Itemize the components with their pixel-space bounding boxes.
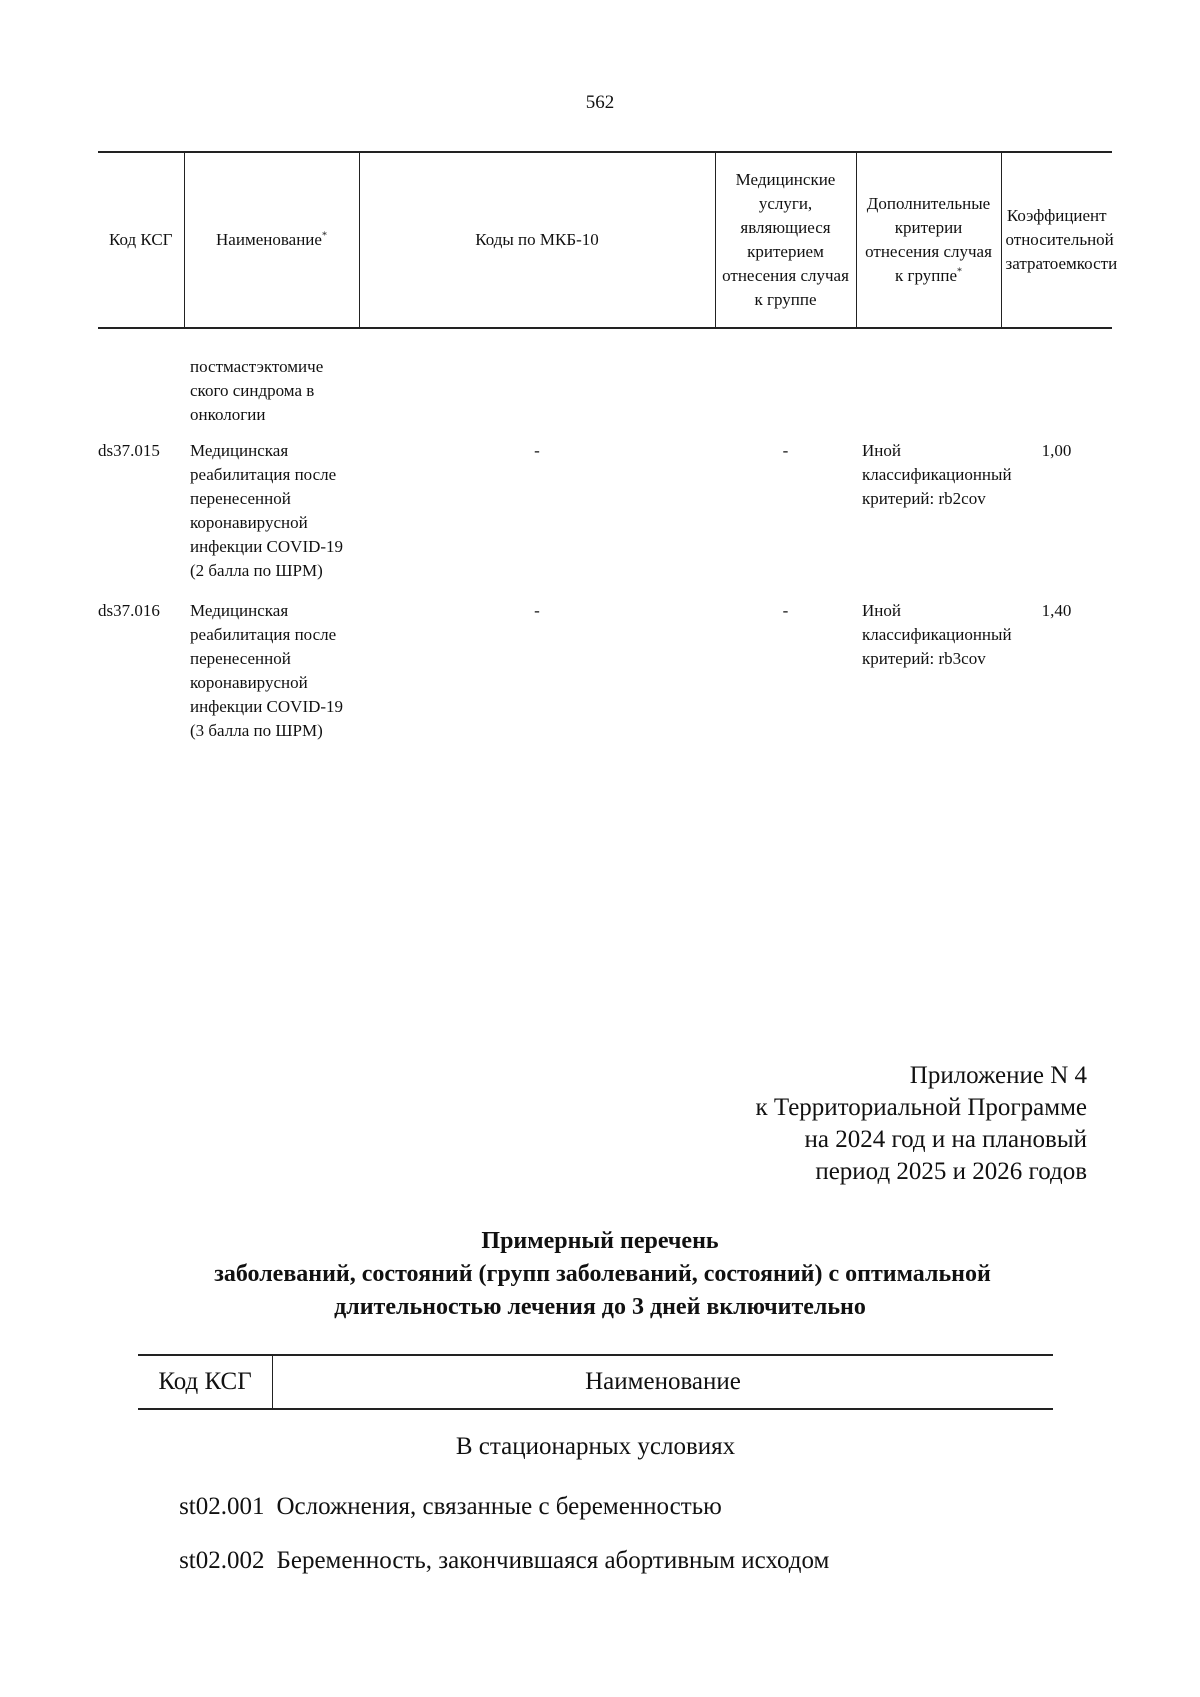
row-code: st02.001: [179, 1493, 265, 1520]
title-line: заболеваний, состояний (групп заболеваний, состояний) с оптимальной: [214, 1261, 991, 1287]
row-services: -: [782, 601, 789, 620]
row-icd: -: [534, 441, 540, 460]
row-icd: -: [534, 601, 540, 620]
table-row-continuation: [98, 328, 1112, 437]
ksg-criteria-table: [98, 151, 1118, 757]
footnote-mark: *: [321, 230, 327, 242]
section-title: В стационарных условиях: [455, 1433, 736, 1460]
row-name: Медицинская реабилитация после перенесенной коронавирусной инфекции COVID-19 (2 балла по ШРМ): [190, 441, 344, 580]
table-header-row: [138, 1355, 1053, 1409]
row-code: st02.002: [179, 1547, 265, 1574]
table-row: [138, 1534, 1053, 1588]
header-icd: Коды по МКБ-10: [359, 152, 715, 328]
appendix-heading: [527, 1060, 1087, 1188]
row-criteria: Иной классификационный критерий: rb2cov: [862, 441, 1012, 508]
header-coef: Коэффициент относительной затратоемкости: [1001, 152, 1112, 328]
row-code: ds37.016: [98, 601, 160, 620]
section-row: [138, 1409, 1053, 1480]
row-services: -: [782, 441, 789, 460]
header-additional: Дополнительные критерии отнесения случая к группе*: [856, 152, 1001, 328]
header-code: Код КСГ: [138, 1355, 273, 1409]
table-row: [98, 597, 1112, 757]
header-code: Код КСГ: [98, 152, 184, 328]
row-name: Медицинская реабилитация после перенесенной коронавирусной инфекции COVID-19 (3 балла по ШРМ): [190, 601, 344, 740]
header-services: Медицинские услуги, являющиеся критерием отнесения случая к группе: [715, 152, 856, 328]
table-header-row: [98, 152, 1112, 328]
title-line: Примерный перечень: [481, 1228, 719, 1254]
footnote-mark: *: [957, 266, 962, 278]
header-name: Наименование*: [184, 152, 359, 328]
row-name: Беременность, закончившаяся абортивным исходом: [276, 1547, 830, 1574]
page-number: 562: [585, 92, 615, 113]
row-code: ds37.015: [98, 441, 160, 460]
row-criteria: Иной классификационный критерий: rb3cov: [862, 601, 1012, 668]
title-line: длительностью лечения до 3 дней включительно: [334, 1294, 866, 1320]
table-row: [98, 437, 1112, 597]
row-name: постмастэктомиче ского синдрома в онкологии: [190, 357, 324, 424]
header-name: Наименование: [273, 1355, 1054, 1409]
appendix-line: период 2025 и 2026 годов: [815, 1158, 1087, 1185]
short-stay-list-table: [138, 1354, 1053, 1588]
document-title: [0, 1225, 1200, 1324]
table-row: [138, 1480, 1053, 1534]
row-coef: 1,00: [1041, 441, 1072, 460]
row-coef: 1,40: [1041, 601, 1072, 620]
appendix-line: на 2024 год и на плановый: [804, 1126, 1087, 1153]
appendix-line: к Территориальной Программе: [755, 1094, 1087, 1121]
row-name: Осложнения, связанные с беременностью: [276, 1493, 722, 1520]
appendix-line: Приложение N 4: [909, 1062, 1087, 1089]
